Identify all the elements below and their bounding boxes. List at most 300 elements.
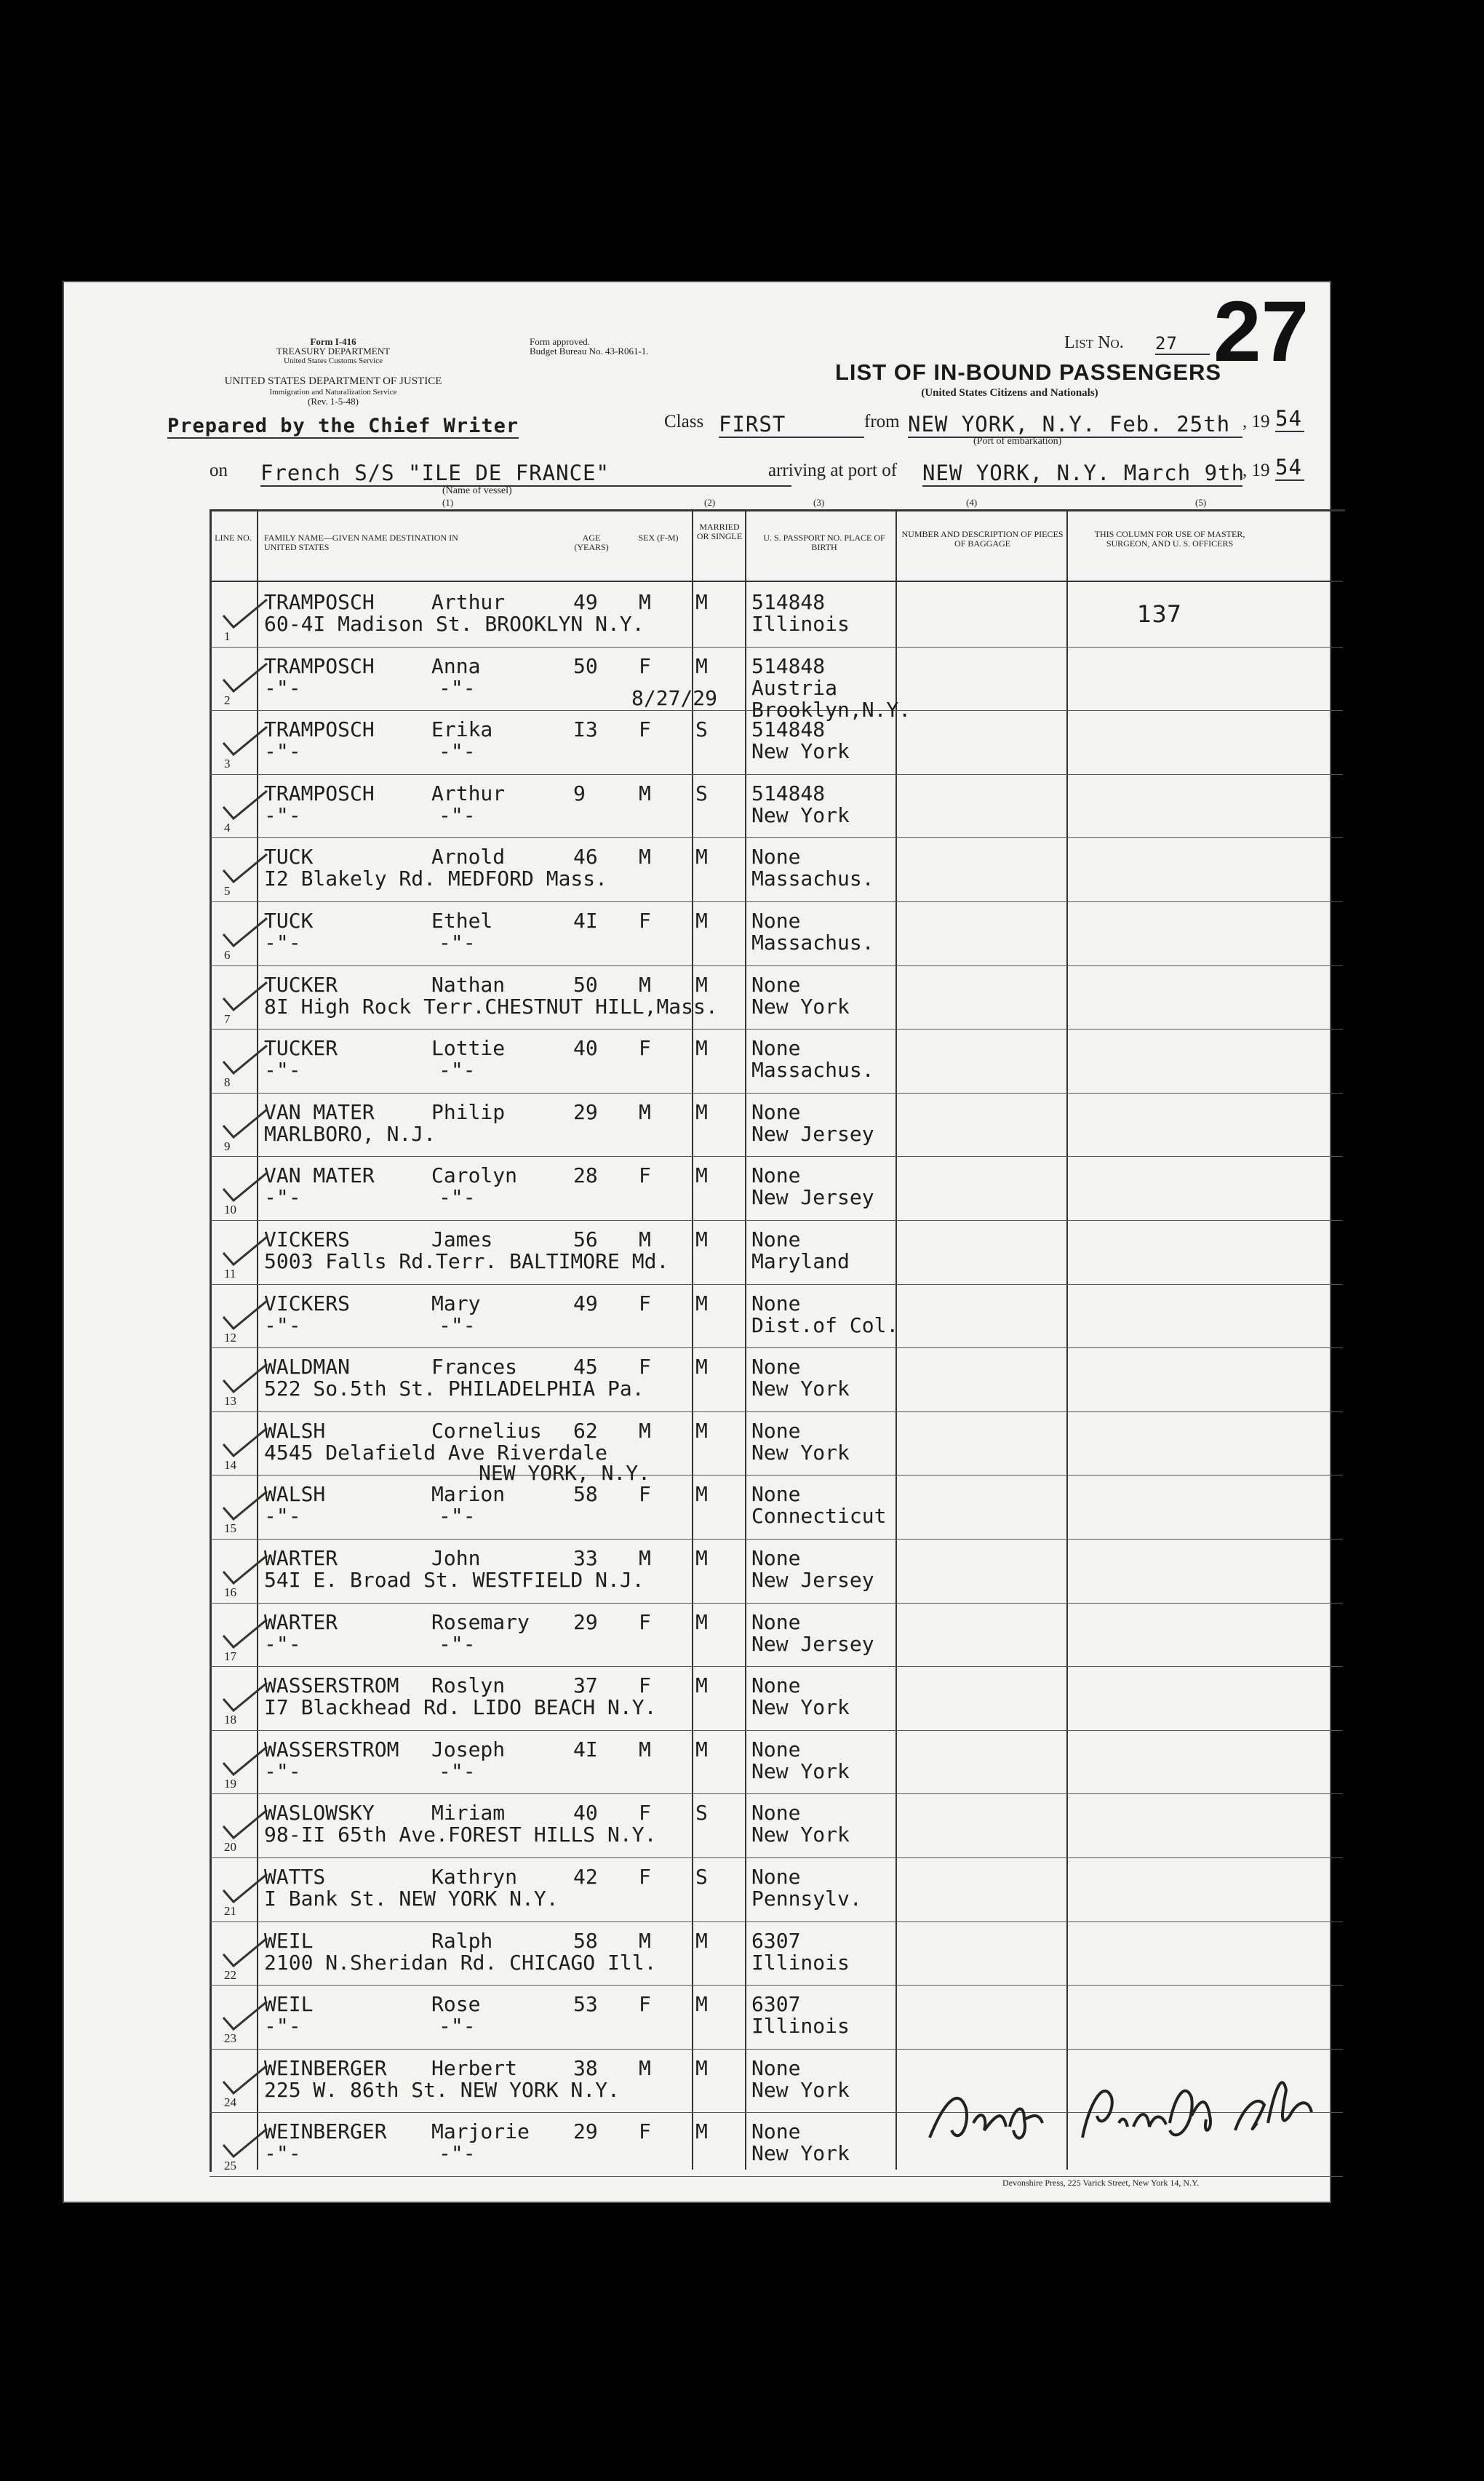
marital-status: M	[695, 2119, 708, 2144]
arriving-label: arriving at port of	[768, 461, 898, 480]
sex: M	[639, 972, 651, 997]
sex: M	[639, 845, 651, 869]
check-mark-icon	[220, 1870, 286, 1906]
passport-number: 6307	[751, 1928, 801, 1953]
passport-number: None	[751, 1163, 801, 1188]
place-of-birth: Austria	[751, 675, 838, 700]
check-mark-icon	[220, 1743, 286, 1779]
passport-number: None	[751, 1418, 801, 1443]
vessel-name-note: (Name of vessel)	[442, 485, 512, 496]
line-number: 18	[224, 1713, 236, 1727]
place-of-birth: Pennsylv.	[751, 1887, 862, 1911]
col-num-3: (3)	[813, 497, 825, 508]
ins-service: Immigration and Naturalization Service	[269, 388, 397, 397]
row-divider	[210, 1029, 1343, 1030]
sex: M	[639, 1099, 651, 1124]
given-name: Cornelius	[431, 1418, 542, 1443]
col-header-passport: U. S. PASSPORT NO. PLACE OF BIRTH	[763, 533, 885, 552]
check-mark-icon	[220, 1806, 286, 1842]
marital-status: M	[695, 1355, 708, 1379]
row-divider	[210, 1603, 1343, 1604]
marital-status: M	[695, 1163, 708, 1188]
family-name: VICKERS	[264, 1227, 351, 1251]
given-name: Lottie	[431, 1036, 506, 1061]
passport-number: None	[751, 972, 801, 997]
age: 49	[573, 590, 598, 614]
age: 62	[573, 1418, 598, 1443]
place-of-birth: Dist.of Col.	[751, 1313, 899, 1337]
line-number: 5	[224, 884, 231, 899]
sex: M	[639, 1737, 651, 1761]
family-name: WEINBERGER	[264, 2119, 387, 2144]
given-name: Roslyn	[431, 1673, 506, 1698]
row-divider	[210, 2049, 1343, 2050]
marital-status: M	[695, 1992, 708, 2017]
family-name: VAN MATER	[264, 1163, 375, 1188]
given-name: Joseph	[431, 1737, 506, 1761]
passport-number: 514848	[751, 653, 826, 678]
place-of-birth: New Jersey	[751, 1568, 874, 1592]
family-name: TUCK	[264, 845, 314, 869]
place-of-birth: New Jersey	[751, 1185, 874, 1210]
given-name: James	[431, 1227, 493, 1251]
line-number: 4	[224, 820, 231, 835]
given-name: Mary	[431, 1291, 481, 1315]
age: 53	[573, 1992, 598, 2017]
given-name: Marjorie	[431, 2119, 530, 2144]
age: 29	[573, 1609, 598, 1634]
marital-status: M	[695, 1227, 708, 1251]
treasury-dept: TREASURY DEPARTMENT	[276, 346, 391, 357]
on-label: on	[210, 461, 228, 480]
marital-status: S	[695, 1801, 708, 1825]
check-mark-icon	[220, 595, 286, 632]
sex: F	[639, 1609, 651, 1634]
marital-status: M	[695, 1546, 708, 1570]
class-label: Class	[664, 412, 704, 431]
family-name: TRAMPOSCH	[264, 717, 375, 742]
destination: 2100 N.Sheridan Rd. CHICAGO Ill.	[264, 1950, 657, 1975]
col-num-1: (1)	[442, 497, 454, 508]
destination: 225 W. 86th St. NEW YORK N.Y.	[264, 2077, 620, 2102]
sex: M	[639, 1546, 651, 1570]
place-of-birth: New York	[751, 2077, 850, 2102]
age: 4I	[573, 1737, 598, 1761]
check-mark-icon	[220, 1997, 286, 2034]
sex: F	[639, 909, 651, 933]
given-name-ditto: -"-	[439, 803, 476, 827]
given-name: Arnold	[431, 845, 506, 869]
given-name: Carolyn	[431, 1163, 518, 1188]
given-name: Arthur	[431, 781, 506, 805]
given-name: Miriam	[431, 1801, 506, 1825]
col-header-name: FAMILY NAME—GIVEN NAME DESTINATION IN UNITED STATES	[264, 533, 458, 552]
age: 4I	[573, 909, 598, 933]
family-name: WASSERSTROM	[264, 1737, 399, 1761]
given-name: Frances	[431, 1355, 518, 1379]
line-number: 15	[224, 1521, 236, 1536]
col-header-sex: SEX (F-M)	[638, 533, 679, 543]
destination: -"-	[264, 1058, 301, 1083]
line-number: 1	[224, 629, 231, 643]
line-number: 2	[224, 693, 231, 707]
prepared-by: Prepared by the Chief Writer	[167, 415, 519, 437]
year-label: , 19	[1242, 412, 1270, 431]
check-mark-icon	[220, 1041, 286, 1078]
check-mark-icon	[220, 914, 286, 950]
destination: 98-II 65th Ave.FOREST HILLS N.Y.	[264, 1823, 657, 1847]
line-number: 12	[224, 1330, 236, 1345]
age: 58	[573, 1482, 598, 1507]
check-mark-icon	[220, 1615, 286, 1652]
given-name: Rose	[431, 1992, 481, 2017]
line-number: 23	[224, 2031, 236, 2046]
place-of-birth: New York	[751, 1377, 850, 1401]
destination: -"-	[264, 1504, 301, 1529]
passport-number: None	[751, 2119, 801, 2144]
passport-number: None	[751, 845, 801, 869]
destination: I2 Blakely Rd. MEDFORD Mass.	[264, 867, 608, 891]
header-rule	[210, 581, 1343, 582]
passport-number: None	[751, 1099, 801, 1124]
destination: 54I E. Broad St. WESTFIELD N.J.	[264, 1568, 645, 1592]
sex: M	[639, 590, 651, 614]
marital-status: M	[695, 1099, 708, 1124]
family-name: WARTER	[264, 1609, 338, 1634]
family-name: WEIL	[264, 1928, 314, 1953]
col-header-line: LINE NO.	[215, 533, 252, 543]
destination: I Bank St. NEW YORK N.Y.	[264, 1887, 559, 1911]
destination: -"-	[264, 803, 301, 827]
check-mark-icon	[220, 2061, 286, 2098]
marital-status: M	[695, 653, 708, 678]
line-number: 6	[224, 948, 231, 962]
given-name-ditto: -"-	[439, 931, 476, 955]
sex: F	[639, 653, 651, 678]
row-divider	[210, 901, 1343, 902]
destination: -"-	[264, 2014, 301, 2039]
place-of-birth: New York	[751, 1440, 850, 1465]
year2-value: 54	[1275, 455, 1304, 481]
line-number: 3	[224, 757, 231, 771]
given-name: Erika	[431, 717, 493, 742]
given-name-ditto: -"-	[439, 1631, 476, 1656]
marital-status: M	[695, 1737, 708, 1761]
place-of-birth: Massachus.	[751, 1058, 874, 1083]
row-divider	[210, 1220, 1343, 1221]
form-subtitle: (United States Citizens and Nationals)	[921, 387, 1098, 399]
row-divider	[210, 2176, 1343, 2177]
check-mark-icon	[220, 1105, 286, 1142]
from-value: NEW YORK, N.Y. Feb. 25th	[908, 412, 1242, 438]
destination: -"-	[264, 2141, 301, 2166]
age: 50	[573, 653, 598, 678]
destination: -"-	[264, 739, 301, 764]
place-of-birth: Massachus.	[751, 867, 874, 891]
class-value: FIRST	[719, 412, 864, 438]
check-mark-icon	[220, 1232, 286, 1269]
given-name: Arthur	[431, 590, 506, 614]
age: 42	[573, 1865, 598, 1889]
passport-number: None	[751, 1609, 801, 1634]
row-divider	[210, 1411, 1343, 1412]
check-mark-icon	[220, 850, 286, 886]
family-name: TUCKER	[264, 1036, 338, 1061]
sex: F	[639, 1291, 651, 1315]
list-no-label: List No.	[1064, 333, 1124, 352]
row-divider	[210, 1539, 1343, 1540]
given-name-ditto: -"-	[439, 1058, 476, 1083]
passport-number: None	[751, 1482, 801, 1507]
row-divider	[210, 647, 1343, 648]
check-mark-icon	[220, 1487, 286, 1524]
row-divider	[210, 1730, 1343, 1731]
naturalization-place: Brooklyn,N.Y.	[751, 697, 911, 722]
destination: MARLBORO, N.J.	[264, 1121, 436, 1146]
check-mark-icon	[220, 1934, 286, 1970]
passport-number: None	[751, 1801, 801, 1825]
year-value: 54	[1275, 406, 1304, 432]
arrival-port: NEW YORK, N.Y. March 9th	[922, 461, 1245, 485]
line-number: 19	[224, 1776, 236, 1791]
check-mark-icon	[220, 1168, 286, 1205]
destination: 8I High Rock Terr.CHESTNUT HILL,Mass.	[264, 994, 718, 1019]
line-number: 13	[224, 1394, 236, 1409]
family-name: TRAMPOSCH	[264, 590, 375, 614]
line-number: 24	[224, 2095, 236, 2109]
age: 49	[573, 1291, 598, 1315]
age: 40	[573, 1036, 598, 1061]
line-number: 25	[224, 2159, 236, 2173]
officer-note: 137	[1137, 600, 1182, 628]
destination-line2: NEW YORK, N.Y.	[479, 1460, 651, 1485]
marital-status: M	[695, 1482, 708, 1507]
check-mark-icon	[220, 659, 286, 696]
passport-number: 514848	[751, 781, 826, 805]
port-embarkation-note: (Port of embarkation)	[973, 436, 1062, 447]
given-name: Marion	[431, 1482, 506, 1507]
line-number: 11	[224, 1267, 236, 1281]
check-mark-icon	[220, 1360, 286, 1396]
passport-number: 514848	[751, 590, 826, 614]
given-name: John	[431, 1546, 481, 1570]
family-name: WALSH	[264, 1418, 326, 1443]
col-header-married: MARRIED OR SINGLE	[696, 522, 743, 541]
destination: -"-	[264, 1185, 301, 1210]
sex: F	[639, 1355, 651, 1379]
age: 28	[573, 1163, 598, 1188]
row-divider	[210, 1093, 1343, 1094]
check-mark-icon	[220, 2124, 286, 2161]
marital-status: M	[695, 1291, 708, 1315]
destination: -"-	[264, 1313, 301, 1337]
sex: F	[639, 1036, 651, 1061]
given-name-ditto: -"-	[439, 739, 476, 764]
destination: -"-	[264, 1631, 301, 1656]
vessel-name: French S/S "ILE DE FRANCE"	[260, 461, 791, 487]
passport-number: None	[751, 909, 801, 933]
family-name: WALDMAN	[264, 1355, 351, 1379]
place-of-birth: New York	[751, 2141, 850, 2166]
naturalization-date: 8/27/29	[631, 685, 718, 710]
col-header-officers: THIS COLUMN FOR USE OF MASTER, SURGEON, AND U. S. OFFICERS	[1094, 529, 1245, 549]
sex: F	[639, 1673, 651, 1698]
line-number: 14	[224, 1457, 236, 1472]
passport-number: None	[751, 1036, 801, 1061]
destination: 4545 Delafield Ave Riverdale	[264, 1440, 608, 1465]
passport-number: None	[751, 1546, 801, 1570]
destination: I7 Blackhead Rd. LIDO BEACH N.Y.	[264, 1695, 657, 1720]
check-mark-icon	[220, 786, 286, 823]
passport-number: None	[751, 1355, 801, 1379]
age: 56	[573, 1227, 598, 1251]
family-name: TRAMPOSCH	[264, 653, 375, 678]
age: 50	[573, 972, 598, 997]
place-of-birth: Illinois	[751, 612, 850, 636]
family-name: VAN MATER	[264, 1099, 375, 1124]
row-divider	[210, 1793, 1343, 1794]
place-of-birth: New York	[751, 1823, 850, 1847]
sex: F	[639, 1865, 651, 1889]
check-mark-icon	[220, 722, 286, 759]
marital-status: M	[695, 1609, 708, 1634]
place-of-birth: New York	[751, 739, 850, 764]
family-name: WALSH	[264, 1482, 326, 1507]
col-header-baggage: NUMBER AND DESCRIPTION OF PIECES OF BAGGAGE	[901, 529, 1064, 549]
row-divider	[210, 1475, 1343, 1476]
given-name: Philip	[431, 1099, 506, 1124]
destination: -"-	[264, 1759, 301, 1783]
family-name: TUCKER	[264, 972, 338, 997]
form-title: LIST OF IN-BOUND PASSENGERS	[835, 359, 1222, 385]
age: 58	[573, 1928, 598, 1953]
line-number: 20	[224, 1840, 236, 1855]
given-name-ditto: -"-	[439, 1759, 476, 1783]
budget-bureau: Budget Bureau No. 43-R061-1.	[530, 346, 649, 357]
customs-service: United States Customs Service	[284, 357, 383, 365]
row-divider	[210, 1347, 1343, 1348]
sex: M	[639, 1418, 651, 1443]
sex: M	[639, 1227, 651, 1251]
family-name: VICKERS	[264, 1291, 351, 1315]
given-name-ditto: -"-	[439, 675, 476, 700]
place-of-birth: Maryland	[751, 1249, 850, 1273]
given-name: Ralph	[431, 1928, 493, 1953]
printer-imprint: Devonshire Press, 225 Varick Street, New York 14, N.Y.	[1002, 2178, 1200, 2188]
line-number: 16	[224, 1585, 236, 1599]
family-name: WARTER	[264, 1546, 338, 1570]
sex: M	[639, 781, 651, 805]
marital-status: M	[695, 1673, 708, 1698]
revision-date: (Rev. 1-5-48)	[308, 396, 359, 407]
family-name: WEIL	[264, 1992, 314, 2017]
page-number: 27	[1213, 284, 1309, 380]
check-mark-icon	[220, 1551, 286, 1588]
place-of-birth: New Jersey	[751, 1631, 874, 1656]
age: 29	[573, 2119, 598, 2144]
place-of-birth: New York	[751, 994, 850, 1019]
row-divider	[210, 774, 1343, 775]
place-of-birth: Illinois	[751, 2014, 850, 2039]
col-num-2: (2)	[704, 497, 716, 508]
given-name-ditto: -"-	[439, 1504, 476, 1529]
destination: 522 So.5th St. PHILADELPHIA Pa.	[264, 1377, 645, 1401]
sex: F	[639, 1801, 651, 1825]
line-number: 17	[224, 1649, 236, 1663]
destination: -"-	[264, 931, 301, 955]
line-number: 10	[224, 1203, 236, 1217]
check-mark-icon	[220, 1424, 286, 1460]
marital-status: M	[695, 590, 708, 614]
row-divider	[210, 965, 1343, 966]
family-name: WASSERSTROM	[264, 1673, 399, 1698]
inspector-signature	[915, 2058, 1330, 2159]
given-name: Anna	[431, 653, 481, 678]
age: 45	[573, 1355, 598, 1379]
sex: F	[639, 717, 651, 742]
age: 40	[573, 1801, 598, 1825]
family-name: WASLOWSKY	[264, 1801, 375, 1825]
col-num-5: (5)	[1195, 497, 1207, 508]
passport-number: None	[751, 1737, 801, 1761]
given-name: Rosemary	[431, 1609, 530, 1634]
row-divider	[210, 1857, 1343, 1858]
line-number: 22	[224, 1967, 236, 1982]
marital-status: S	[695, 717, 708, 742]
given-name-ditto: -"-	[439, 2014, 476, 2039]
passport-number: None	[751, 2055, 801, 2080]
sex: M	[639, 1928, 651, 1953]
sex: F	[639, 2119, 651, 2144]
passport-number: None	[751, 1291, 801, 1315]
row-divider	[210, 1666, 1343, 1667]
marital-status: M	[695, 845, 708, 869]
form-approved: Form approved.	[530, 336, 591, 347]
age: I3	[573, 717, 598, 742]
passport-number: None	[751, 1673, 801, 1698]
given-name-ditto: -"-	[439, 2141, 476, 2166]
age: 29	[573, 1099, 598, 1124]
age: 9	[573, 781, 586, 805]
line-number: 9	[224, 1139, 231, 1153]
given-name: Ethel	[431, 909, 493, 933]
sex: F	[639, 1163, 651, 1188]
family-name: WATTS	[264, 1865, 326, 1889]
sex: F	[639, 1992, 651, 2017]
marital-status: S	[695, 781, 708, 805]
place-of-birth: New York	[751, 1759, 850, 1783]
place-of-birth: Connecticut	[751, 1504, 887, 1529]
passport-number: 514848	[751, 717, 826, 742]
given-name-ditto: -"-	[439, 1313, 476, 1337]
col-header-age: AGE (YEARS)	[574, 533, 609, 552]
marital-status: M	[695, 1928, 708, 1953]
age: 38	[573, 2055, 598, 2080]
line-number: 21	[224, 1904, 236, 1918]
place-of-birth: New York	[751, 803, 850, 827]
place-of-birth: New York	[751, 1695, 850, 1720]
row-divider	[210, 1985, 1343, 1986]
marital-status: M	[695, 2055, 708, 2080]
age: 46	[573, 845, 598, 869]
check-mark-icon	[220, 1678, 286, 1715]
sex: F	[639, 1482, 651, 1507]
place-of-birth: Illinois	[751, 1950, 850, 1975]
passport-number: None	[751, 1227, 801, 1251]
justice-dept: UNITED STATES DEPARTMENT OF JUSTICE	[224, 375, 442, 387]
passport-number: 6307	[751, 1992, 801, 2017]
given-name: Kathryn	[431, 1865, 518, 1889]
